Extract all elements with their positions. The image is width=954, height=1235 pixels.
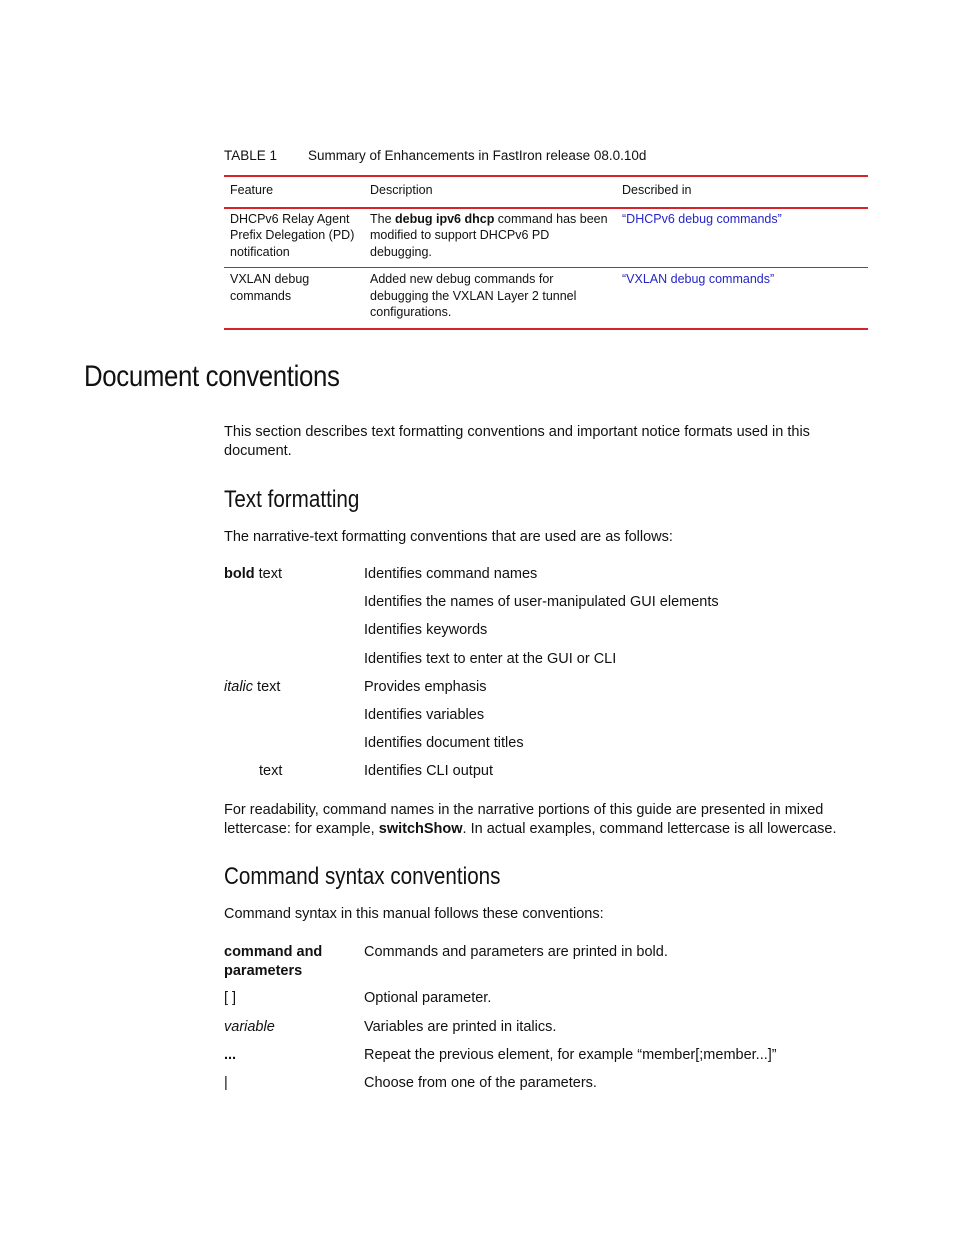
feature-cell: DHCPv6 Relay Agent Prefix Delegation (PD) notification [224,208,364,268]
syntax-definition: Repeat the previous element, for example “member[;member...]” [364,1047,777,1063]
syntax-term [224,1018,354,1037]
convention-term [224,678,354,697]
enhancements-table [224,175,868,330]
term-styled: italic [224,679,254,695]
description-cell: Added new debug commands for debugging the VXLAN Layer 2 tunnel configurations. [364,268,616,329]
convention-definition: Identifies command names [364,566,538,582]
convention-definition: Identifies document titles [364,735,524,751]
header-feature: Feature [224,176,364,208]
section-intro: This section describes text formatting conventions and important notice formats used in this document. [224,424,810,459]
subsection-title-text-formatting: Text formatting [224,486,360,513]
text-formatting-intro: The narrative-text formatting conventions that are used are as follows: [224,529,673,545]
readability-note [224,801,849,839]
header-described-in: Described in [616,176,868,208]
table-number: TABLE 1 [224,148,278,163]
dhcpv6-debug-link[interactable]: “DHCPv6 debug commands” [622,211,782,226]
syntax-term [224,1046,354,1065]
syntax-term: | [224,1075,228,1091]
term-plain: text [253,679,281,695]
header-description: Description [364,176,616,208]
syntax-definition: Optional parameter. [364,990,492,1006]
described-in-cell [616,268,868,329]
convention-definition: Identifies the names of user-manipulated GUI elements [364,594,719,610]
term-styled: bold [224,566,255,582]
table-row [224,208,868,268]
note-text: . In actual examples, command lettercase is all lowercase. [462,821,837,837]
term-bold: ... [224,1047,237,1063]
described-in-cell [616,208,868,268]
convention-definition: Provides emphasis [364,679,487,695]
convention-definition: Identifies variables [364,707,485,723]
convention-definition: Identifies CLI output [364,763,493,779]
term-italic: variable [224,1019,275,1035]
note-text: For readability, command names in the narrative portions of this guide are presented in mixed lettercase: for example, [224,802,824,837]
description-cell [364,208,616,268]
syntax-term [224,943,334,981]
vxlan-debug-link[interactable]: “VXLAN debug commands” [622,272,775,286]
desc-text: The [370,211,396,226]
command-syntax-intro: Command syntax in this manual follows these conventions: [224,906,604,922]
syntax-definition: Variables are printed in italics. [364,1019,557,1035]
convention-term [224,565,354,584]
section-title: Document conventions [84,360,340,393]
syntax-definition: Choose from one of the parameters. [364,1075,597,1091]
feature-cell: VXLAN debug commands [224,268,364,329]
table-row [224,268,868,329]
convention-definition: Identifies keywords [364,622,488,638]
convention-definition: Identifies text to enter at the GUI or CLI [364,651,617,667]
term-bold: command and parameters [224,944,323,979]
syntax-term: [ ] [224,990,237,1006]
note-command: switchShow [378,821,463,837]
desc-text: command has been modified to support DHCPv6 PD debugging. [370,211,608,259]
table-title: Summary of Enhancements in FastIron release 08.0.10d [308,148,647,163]
table-header-row [224,176,868,208]
command-name: debug ipv6 dhcp [395,211,495,226]
term-plain: text [259,763,283,779]
subsection-title-command-syntax: Command syntax conventions [224,863,501,890]
syntax-definition: Commands and parameters are printed in bold. [364,944,668,960]
term-plain: text [254,566,283,582]
